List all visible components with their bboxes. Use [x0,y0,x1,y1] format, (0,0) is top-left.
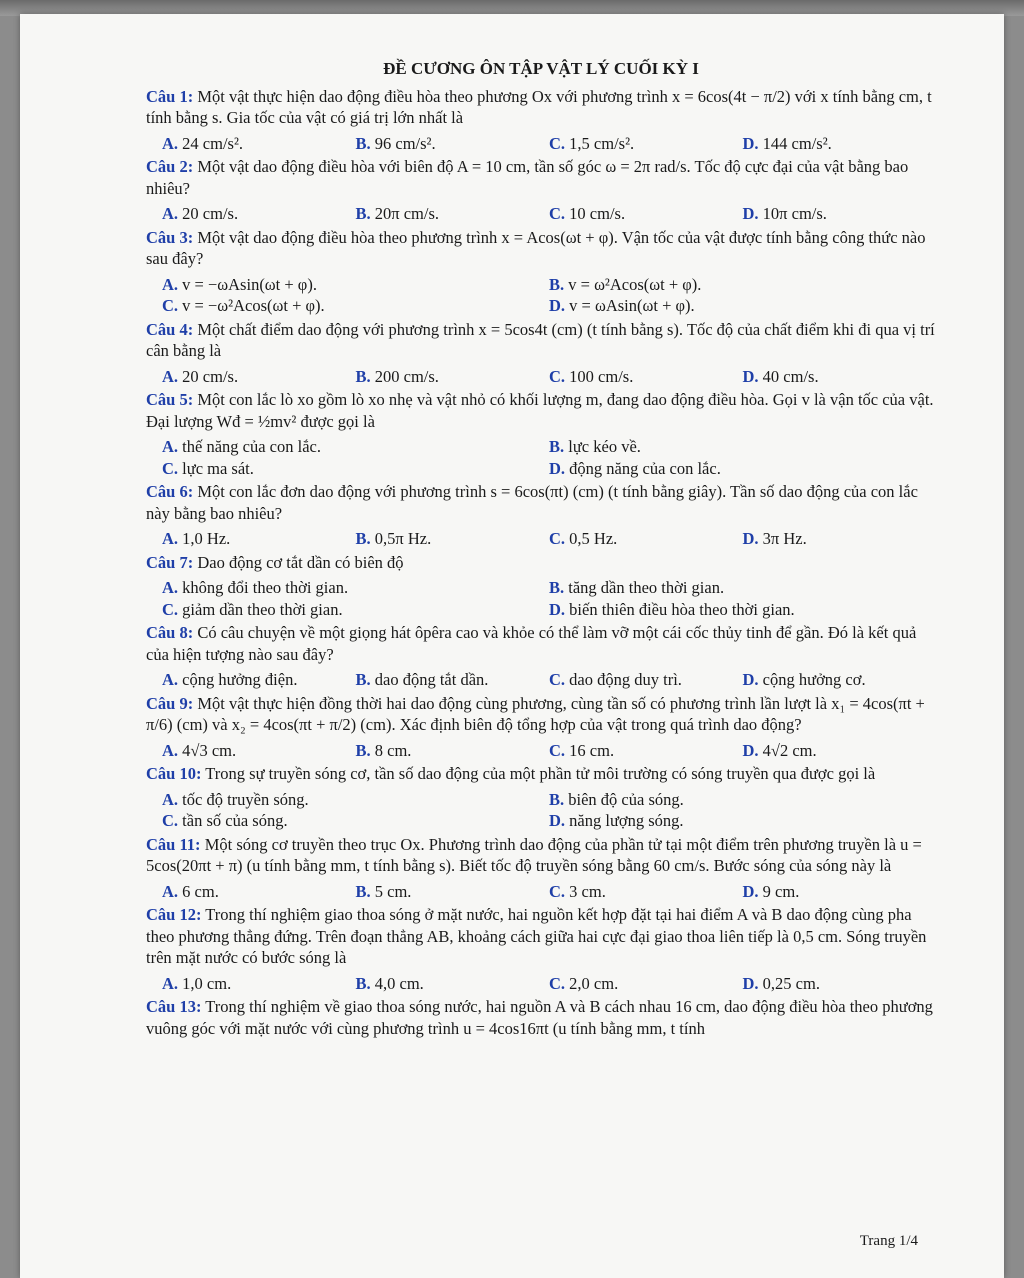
option-text: 20 cm/s. [182,204,239,223]
question-text: Một sóng cơ truyền theo trục Ox. Phương trình dao động của phần tử tại một điểm trên phương truyền là u = 5cos(20πt + π) (u tính bằng mm, t tính bằng s). Biết tốc độ truyền sóng bằng 60 cm/s. Bước sóng của sóng này là [146,834,922,875]
option-text: tần số của sóng. [182,811,288,830]
answer-option [549,436,936,458]
answer-option [162,295,549,317]
answer-option [162,973,356,995]
answer-option [162,669,356,691]
question [146,156,936,199]
answer-options [146,577,936,620]
option-letter: B. [549,789,565,809]
question [146,389,936,432]
option-letter: D. [742,204,759,223]
answer-option [356,740,550,762]
option-text: 24 cm/s². [182,133,244,153]
answer-options [146,789,936,832]
answer-option [356,881,550,903]
option-text: 0,5 Hz. [569,529,618,548]
answer-option [743,133,937,155]
option-letter: D. [742,881,759,901]
page-number: Trang 1/4 [859,1233,918,1249]
option-text: lực kéo về. [568,437,641,456]
question-text: Trong sự truyền sóng cơ, tần số dao động của một phần tử môi trường có sóng truyền qua được gọi là [205,764,876,783]
question [146,481,936,524]
option-letter: C. [162,599,179,619]
answer-option [549,528,743,550]
question-number: Câu 10: [146,764,202,783]
option-text: 0,25 cm. [762,973,820,993]
question [146,227,936,270]
question [146,319,936,362]
answer-option [743,973,937,995]
question [146,904,936,969]
option-letter: D. [549,458,566,478]
option-text: 3 cm. [569,881,606,901]
option-letter: C. [162,296,179,315]
option-text: 4√3 cm. [182,740,237,760]
option-text: 16 cm. [569,740,615,760]
option-text: 3π Hz. [762,529,807,548]
option-text: 20 cm/s. [182,366,239,386]
answer-options [146,528,936,550]
option-text: không đổi theo thời gian. [182,578,349,597]
option-text: 1,5 cm/s². [569,133,635,153]
option-text: 5 cm. [374,881,412,901]
answer-options [146,740,936,762]
option-letter: C. [549,973,566,993]
option-letter: A. [162,204,179,223]
answer-option [356,669,550,691]
option-letter: A. [162,740,179,760]
option-letter: B. [355,133,371,153]
question-text: Một vật dao động điều hòa với biên độ A = 10 cm, tần số góc ω = 2π rad/s. Tốc độ cực đại của vật bằng bao nhiêu? [146,157,909,198]
question-text: Một con lắc lò xo gồm lò xo nhẹ và vật nhỏ có khối lượng m, đang dao động điều hòa. Gọi v là vận tốc của vật. Đại lượng Wđ = ½mv² được gọi là [146,390,934,431]
answer-option [743,203,937,225]
answer-options [146,274,936,317]
option-letter: A. [162,973,179,993]
option-text: 10 cm/s. [569,204,626,223]
option-letter: D. [742,133,759,153]
answer-options [146,436,936,479]
answer-option [549,366,743,388]
answer-option [162,203,356,225]
option-letter: B. [355,529,371,548]
page-content [146,58,936,1039]
option-text: 200 cm/s. [374,366,439,386]
answer-option [549,295,936,317]
question-text: Trong thí nghiệm về giao thoa sóng nước, hai nguồn A và B cách nhau 16 cm, dao động điều hòa theo phương vuông góc với mặt nước với cùng phương trình u = 4cos16πt (u tính bằng mm, t tính [146,997,933,1038]
option-letter: A. [162,366,179,386]
option-text: cộng hưởng điện. [182,670,298,689]
option-text: thế năng của con lắc. [182,437,321,456]
answer-option [162,810,549,832]
option-text: dao động duy trì. [569,670,682,689]
option-text: v = −ω²Acos(ωt + φ). [182,296,325,315]
option-letter: C. [549,670,566,689]
option-text: 20π cm/s. [374,204,440,223]
question-number: Câu 7: [146,552,194,572]
answer-option [549,669,743,691]
option-text: 6 cm. [182,881,219,901]
answer-option [549,274,936,296]
question [146,86,936,129]
answer-options [146,366,936,388]
question-number: Câu 5: [146,390,194,409]
option-letter: C. [549,881,566,901]
option-letter: A. [162,274,179,294]
answer-option [162,458,549,480]
answer-option [356,133,550,155]
question [146,763,936,785]
option-text: giảm dần theo thời gian. [182,599,343,619]
question-text: Dao động cơ tắt dần có biên độ [197,552,404,572]
option-text: 10π cm/s. [762,204,827,223]
option-text: 100 cm/s. [569,366,634,386]
answer-option [743,669,937,691]
option-letter: B. [355,881,371,901]
option-letter: B. [355,973,371,993]
answer-option [549,973,743,995]
option-text: 2,0 cm. [569,973,619,993]
option-text: v = −ωAsin(ωt + φ). [182,274,317,294]
question-number: Câu 1: [146,86,194,106]
option-text: 4,0 cm. [374,973,424,993]
answer-option [743,881,937,903]
option-letter: D. [742,529,759,548]
option-text: biến thiên điều hòa theo thời gian. [569,599,795,619]
option-letter: A. [162,133,179,153]
answer-option [162,274,549,296]
question-text: Một vật thực hiện dao động điều hòa theo phương Ox với phương trình x = 6cos(4t − π/2) với x tính bằng cm, t tính bằng s. Gia tốc của vật có giá trị lớn nhất là [146,86,932,127]
option-letter: C. [162,811,179,830]
answer-option [356,203,550,225]
answer-option [549,133,743,155]
answer-option [549,789,936,811]
option-text: tốc độ truyền sóng. [182,789,309,809]
answer-option [549,810,936,832]
option-text: 96 cm/s². [374,133,436,153]
document-page [20,14,1004,1278]
option-letter: D. [742,670,759,689]
option-text: tăng dần theo thời gian. [568,578,725,597]
question-number: Câu 8: [146,623,194,642]
option-letter: C. [549,529,566,548]
option-text: biên độ của sóng. [568,789,684,809]
answer-option [356,973,550,995]
question-text: Một con lắc đơn dao động với phương trình s = 6cos(πt) (cm) (t tính bằng giây). Tần số dao động của con lắc này bằng bao nhiêu? [146,482,918,523]
answer-option [162,436,549,458]
option-letter: B. [355,204,371,223]
question [146,996,936,1039]
answer-option [356,528,550,550]
question-number: Câu 9: [146,693,194,713]
option-text: 40 cm/s. [762,366,819,386]
question-number: Câu 12: [146,905,202,924]
option-letter: D. [549,811,566,830]
page-title: ĐỀ CƯƠNG ÔN TẬP VẬT LÝ CUỐI KỲ I [383,59,699,78]
option-letter: B. [549,437,565,456]
answer-option [743,528,937,550]
question-number: Câu 3: [146,227,194,247]
option-text: 4√2 cm. [762,740,817,760]
answer-option [162,528,356,550]
question-text: Một vật dao động điều hòa theo phương trình x = Acos(ωt + φ). Vận tốc của vật được tính bằng công thức nào sau đây? [146,227,926,268]
question [146,693,936,736]
option-letter: C. [549,366,566,386]
option-letter: C. [549,740,566,760]
option-letter: A. [162,670,179,689]
option-text: lực ma sát. [182,458,254,478]
option-text: 144 cm/s². [762,133,832,153]
question [146,552,936,574]
question-number: Câu 6: [146,482,194,501]
question-text: Trong thí nghiệm giao thoa sóng ở mặt nước, hai nguồn kết hợp đặt tại hai điểm A và B dao động cùng pha theo phương thẳng đứng. Trên đoạn thẳng AB, khoảng cách giữa hai cực đại giao thoa liên tiếp là 0,5 cm. Sóng truyền trên mặt nước có bước sóng là [146,905,927,967]
question-number: Câu 11: [146,834,201,854]
option-text: 8 cm. [374,740,412,760]
option-letter: A. [162,437,179,456]
option-letter: B. [355,366,371,386]
option-letter: C. [162,458,179,478]
question-number: Câu 2: [146,157,194,176]
answer-options [146,203,936,225]
answer-options [146,881,936,903]
option-letter: A. [162,578,179,597]
answer-option [549,577,936,599]
option-text: cộng hưởng cơ. [762,670,866,689]
answer-options [146,973,936,995]
answer-option [162,789,549,811]
question [146,622,936,665]
answer-options [146,669,936,691]
question-number: Câu 4: [146,319,194,339]
option-text: động năng của con lắc. [569,458,721,478]
answer-option [743,366,937,388]
answer-option [356,366,550,388]
answer-option [743,740,937,762]
option-letter: A. [162,881,179,901]
option-letter: D. [549,599,566,619]
question-text: Một vật thực hiện đồng thời hai dao động cùng phương, cùng tần số có phương trình lần lượt là x₁ = 4cos(πt + π/6) (cm) và x₂ = 4cos(πt + π/2) (cm). Xác định biên độ tổng hợp của vật trong quá trình dao động? [146,693,925,734]
answer-option [549,740,743,762]
question-list [146,86,936,1040]
option-letter: C. [549,204,566,223]
answer-option [162,366,356,388]
option-letter: B. [549,578,565,597]
answer-option [162,740,356,762]
question [146,834,936,877]
question-text: Có câu chuyện về một giọng hát ôpêra cao và khỏe có thể làm vỡ một cái cốc thủy tinh để gần. Đó là kết quả của hiện tượng nào sau đây? [146,623,917,664]
option-letter: C. [549,133,566,153]
option-text: 1,0 Hz. [182,529,231,548]
answer-option [549,458,936,480]
option-letter: B. [549,274,565,294]
answer-option [549,881,743,903]
question-text: Một chất điểm dao động với phương trình x = 5cos4t (cm) (t tính bằng s). Tốc độ của chất điểm khi đi qua vị trí cân bằng là [146,319,935,360]
option-letter: A. [162,789,179,809]
answer-option [549,203,743,225]
option-letter: D. [742,973,759,993]
option-text: 9 cm. [762,881,800,901]
answer-option [162,577,549,599]
option-letter: D. [742,366,759,386]
option-letter: D. [549,296,566,315]
answer-options [146,133,936,155]
question-number: Câu 13: [146,997,202,1016]
option-letter: A. [162,529,179,548]
option-text: 1,0 cm. [182,973,232,993]
option-text: năng lượng sóng. [569,811,684,830]
option-text: dao động tắt dần. [374,670,489,689]
option-letter: B. [355,670,371,689]
option-text: v = ωAsin(ωt + φ). [569,296,695,315]
answer-option [162,599,549,621]
option-letter: B. [355,740,371,760]
option-text: v = ω²Acos(ωt + φ). [568,274,702,294]
option-letter: D. [742,740,759,760]
option-text: 0,5π Hz. [374,529,432,548]
answer-option [162,133,356,155]
answer-option [549,599,936,621]
answer-option [162,881,356,903]
